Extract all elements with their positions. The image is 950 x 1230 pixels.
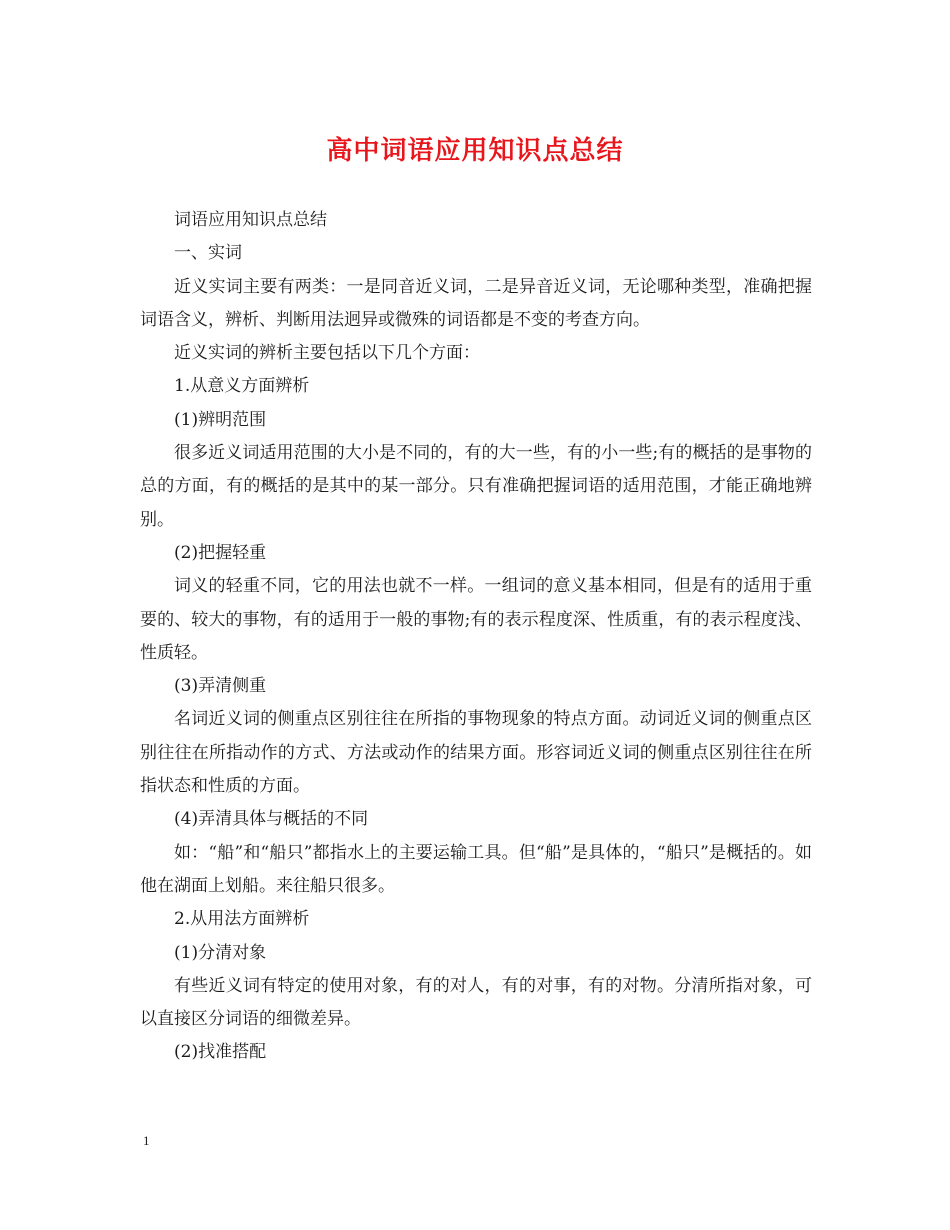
paragraph: 很多近义词适用范围的大小是不同的，有的大一些，有的小一些;有的概括的是事物的总的方面，有的概括的是其中的某一部分。只有准确把握词语的适用范围，才能正确地辨别。 xyxy=(140,443,812,530)
page-title: 高中词语应用知识点总结 xyxy=(326,136,624,166)
paragraph: 近义实词的辨析主要包括以下几个方面： xyxy=(174,343,480,364)
subsection-heading: (4)弄清具体与概括的不同 xyxy=(174,809,369,830)
document-body xyxy=(140,204,812,1070)
paragraph: 近义实词主要有两类：一是同音近义词，二是异音近义词，无论哪种类型，准确把握词语含义，辨析、判断用法迥异或微殊的词语都是不变的考查方向。 xyxy=(140,276,812,330)
subsection-heading: (1)分清对象 xyxy=(174,942,267,963)
subsection-heading: (1)辨明范围 xyxy=(174,409,267,430)
paragraph: 名词近义词的侧重点区别往往在所指的事物现象的特点方面。动词近义词的侧重点区别往往在所指动作的方式、方法或动作的结果方面。形容词近义词的侧重点区别往往在所指状态和性质的方面。 xyxy=(140,709,812,797)
section-heading: 一、实词 xyxy=(174,243,242,264)
section-heading: 1.从意义方面辨析 xyxy=(174,376,310,397)
subsection-heading: (2)找准搭配 xyxy=(174,1042,267,1063)
paragraph: 有些近义词有特定的使用对象，有的对人，有的对事，有的对物。分清所指对象，可以直接区分词语的细微差异。 xyxy=(140,975,812,1030)
section-heading: 2.从用法方面辨析 xyxy=(174,909,310,930)
subsection-heading: (3)弄清侧重 xyxy=(174,676,267,697)
paragraph: 词语应用知识点总结 xyxy=(174,210,327,230)
page-number: 1 xyxy=(143,1133,150,1148)
subsection-heading: (2)把握轻重 xyxy=(174,542,267,563)
paragraph: 词义的轻重不同，它的用法也就不一样。一组词的意义基本相同，但是有的适用于重要的、较大的事物，有的适用于一般的事物;有的表示程度深、性质重，有的表示程度浅、性质轻。 xyxy=(140,576,812,663)
paragraph: 如：“船”和“船只”都指水上的主要运输工具。但“船”是具体的，“船只”是概括的。如他在湖面上划船。来往船只很多。 xyxy=(140,842,812,896)
